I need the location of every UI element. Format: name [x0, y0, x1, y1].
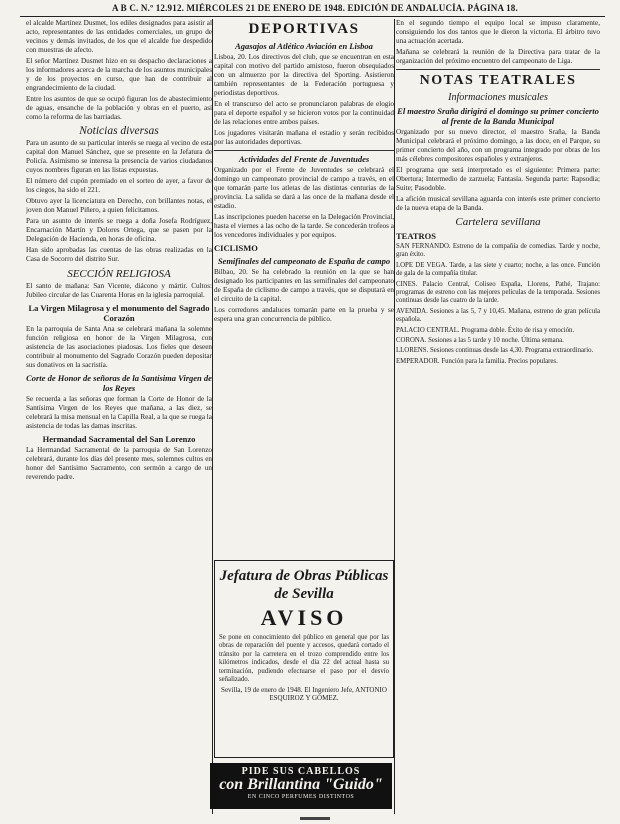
article-paragraph: Organizado por el Frente de Juventudes se celebrará el domingo un campeonato provincial de campo a través, en el que tomarán parte los atletas de las distintas centurias de la provincia. La salida se dará a las once de la mañana desde el estadio.: [214, 166, 394, 210]
heading-ciclismo: CICLISMO: [214, 243, 258, 253]
page-foot-mark: [300, 817, 330, 820]
ad-line-3: EN CINCO PERFUMES DISTINTOS: [247, 794, 355, 800]
column-rule-1: [212, 19, 213, 814]
article-paragraph: El santo de mañana: San Vicente, diácono y mártir. Cultos: Jubileo circular de las Cuarenta Horas en la iglesia parroquial.: [26, 282, 212, 299]
article-paragraph: el alcalde Martínez Dusmet, los ediles designados para asistir al acto, representantes de las entidades comerciales, un grupo de vecinos y demás invitados, de los que el alcalde fue despedido con muestras de afecto.: [26, 19, 212, 54]
article-paragraph: Lisboa, 20. Los directivos del club, que se encuentran en esta capital con motivo del partido amistoso, fueron obsequiados con un almuerzo por la directiva del Sporting. Asistieron también representantes de la Federación portuguesa y periodistas deportivos.: [214, 53, 394, 97]
heading-frente-juventudes: Actividades del Frente de Juventudes: [238, 154, 370, 164]
ad-line-2: con Brillantina "Guido": [219, 776, 383, 793]
article-paragraph: Obtuvo ayer la licenciatura en Derecho, con brillantes notas, el joven don Manuel Piñero, a quien felicitamos.: [26, 197, 212, 214]
article-paragraph: En la parroquia de Santa Ana se celebrará mañana la solemne función religiosa en honor de la Virgen Milagrosa, con asistencia de las asociaciones piadosas. Los fieles que deseen contribuir al monumento del Sagrado Corazón pueden depositar sus donativos en la sacristía.: [26, 325, 212, 369]
notice-heading-aviso: AVISO: [260, 605, 348, 630]
listing-entry: LOPE DE VEGA. Tarde, a las siete y cuarto; noche, a las once. Función de gala de la compañía titular.: [396, 261, 600, 278]
public-works-notice: [214, 560, 394, 758]
listing-entry: AVENIDA. Sesiones a las 5, 7 y 10,45. Mañana, estreno de gran película española.: [396, 307, 600, 324]
heading-notas-teatrales: NOTAS TEATRALES: [419, 73, 577, 88]
column-rule-2: [394, 19, 395, 814]
running-head: A B C. N.º 12.912. MIÉRCOLES 21 DE ENERO DE 1948. EDICIÓN DE ANDALUCÍA. PÁGINA 18.: [112, 3, 518, 13]
ad-line-1: PIDE SUS CABELLOS: [241, 766, 361, 777]
article-paragraph: En el segundo tiempo el equipo local se impuso claramente, consiguiendo los dos tantos que le dieron la victoria. El árbitro tuvo una actuación acertada.: [396, 19, 600, 45]
article-paragraph: Las inscripciones pueden hacerse en la Delegación Provincial, hasta el viernes a las ocho de la tarde. Se concederán trofeos a los vencedores individuales y por equipos.: [214, 213, 394, 239]
notice-body: Se pone en conocimiento del público en general que por las obras de reparación del puente y accesos, quedará cortado el tránsito por la carretera en el trozo comprendido entre los kilómetros indicados, desde el día 22 del actual hasta su terminación, pudiendo efectuarse el paso por el desvío señalizado.: [219, 634, 389, 684]
heading-virgen-milagrosa: La Virgen Milagrosa y el monumento del Sagrado Corazón: [28, 303, 210, 323]
heading-deportivas: DEPORTIVAS: [248, 21, 360, 37]
listing-entry: SAN FERNANDO. Estreno de la compañía de comedias. Tarde y noche, gran éxito.: [396, 243, 600, 259]
listing-entry: PALACIO CENTRAL. Programa doble. Éxito de risa y emoción.: [396, 326, 575, 334]
heading-corte-de-honor: Corte de Honor de señoras de la Santísima Virgen de los Reyes: [26, 373, 212, 393]
heading-hermandad-sacramental: Hermandad Sacramental del San Lorenzo: [42, 434, 196, 444]
brillantina-advertisement: [210, 763, 392, 809]
listing-entry: LLORENS. Sesiones continuas desde las 4,30. Programa extraordinario.: [396, 347, 594, 355]
heading-informaciones-musicales: Informaciones musicales: [448, 92, 548, 103]
heading-seccion-religiosa: SECCIÓN RELIGIOSA: [67, 268, 171, 280]
section-divider: [396, 69, 600, 70]
section-divider: [214, 150, 394, 151]
article-paragraph: El señor Martínez Dusmet hizo en su despacho declaraciones a los informadores acerca de la marcha de los asuntos municipales y de los proyectos en curso, que han de contribuir al engrandecimiento de la ciudad.: [26, 57, 212, 92]
listing-entry: CORONA. Sesiones a las 5 tarde y 10 noche. Última semana.: [396, 337, 564, 345]
article-paragraph: Han sido aprobadas las cuentas de las obras realizadas en la Casa de Socorro del distrito Sur.: [26, 246, 212, 263]
notice-title: Jefatura de Obras Públicas de Sevilla: [219, 568, 389, 602]
listing-entry: CINES. Palacio Central, Coliseo España, Llorens, Pathé, Trajano: programas de estreno con las mejores películas de la temporada. Sesiones continuas desde las cuatro de la tarde.: [396, 280, 600, 305]
heading-agasajos: Agasajos al Atlético Aviación en Lisboa: [235, 41, 373, 51]
article-paragraph: La afición musical sevillana aguarda con interés este primer concierto de la nueva etapa de la Banda.: [396, 195, 600, 212]
heading-cartelera-sevillana: Cartelera sevillana: [455, 216, 541, 228]
article-paragraph: El número del cupón premiado en el sorteo de ayer, a favor de los ciegos, ha sido el 221.: [26, 177, 212, 194]
article-paragraph: La Hermandad Sacramental de la parroquia de San Lorenzo celebrará, durante los días del presente mes, solemnes cultos en honor del Santísimo Sacramento, con sermón a cargo de un reverendo padre.: [26, 446, 212, 481]
heading-maestro: El maestro Sraña dirigirá el domingo su primer concierto al frente de la Banda Municipal: [397, 106, 599, 126]
heading-teatros: TEATROS: [396, 231, 436, 241]
heading-semifinales: Semifinales del campeonato de España de campo: [217, 256, 391, 266]
article-paragraph: Los corredores andaluces tomarán parte en la prueba y se espera una gran concurrencia de público.: [214, 306, 394, 323]
article-paragraph: Mañana se celebrará la reunión de la Directiva para tratar de la organización del próximo encuentro del campeonato de Liga.: [396, 48, 600, 65]
column-3: [396, 19, 600, 814]
article-paragraph: El programa que será interpretado es el siguiente: Primera parte: Obertura; Intermedio de zarzuela; Fantasía. Segunda parte: Rapsodia; Suite; Pasodoble.: [396, 166, 600, 192]
article-paragraph: Los jugadores visitarán mañana el estadio y serán recibidos por las autoridades deportivas.: [214, 129, 394, 146]
column-1: [26, 19, 212, 814]
article-paragraph: Entre los asuntos de que se ocupó figuran los de abastecimiento de aguas, ensanche de la población y obras en el puerto, así como la reforma de las barriadas.: [26, 95, 212, 121]
article-paragraph: Para un asunto de su particular interés se ruega al vecino de esta capital don Manuel Sánchez, que se presente en la Jefatura de Policía. Asimismo se interesa la presencia de varios ciudadanos cuyos nombres figuran en las listas expuestas.: [26, 139, 212, 174]
article-paragraph: Para un asunto de interés se ruega a doña Josefa Rodríguez, Encarnación Martín y Dolores Ortega, que se pasen por la Delegación de Hacienda, en horas de oficina.: [26, 217, 212, 243]
article-paragraph: Organizado por su nuevo director, el maestro Sraña, la Banda Municipal celebrará el próximo domingo, a las doce, en el Parque, su primer concierto del año, con un programa integrado por obras de los más célebres compositores españoles y extranjeros.: [396, 128, 600, 163]
heading-noticias-diversas: Noticias diversas: [79, 125, 159, 137]
article-paragraph: Bilbao, 20. Se ha celebrado la reunión en la que se han designado los participantes en las semifinales del campeonato de España de ciclismo de campo a través, que se disputará en el circuito de la capital.: [214, 268, 394, 303]
article-paragraph: En el transcurso del acto se pronunciaron palabras de elogio para el deporte español y se hicieron votos por la continuidad de las relaciones entre ambos países.: [214, 100, 394, 126]
listing-entry: EMPERADOR. Función para la familia. Precios populares.: [396, 357, 558, 365]
article-paragraph: Se recuerda a las señoras que forman la Corte de Honor de la Santísima Virgen de los Reyes que mañana, a las diez, se celebrará la misa mensual en la Capilla Real, a la que se ruega la asistencia de todas las damas inscritas.: [26, 395, 212, 430]
notice-signature: Sevilla, 19 de enero de 1948. El Ingeniero Jefe, ANTONIO ESQUIROZ Y GÓMEZ.: [221, 686, 387, 703]
header-rule: [20, 16, 605, 17]
